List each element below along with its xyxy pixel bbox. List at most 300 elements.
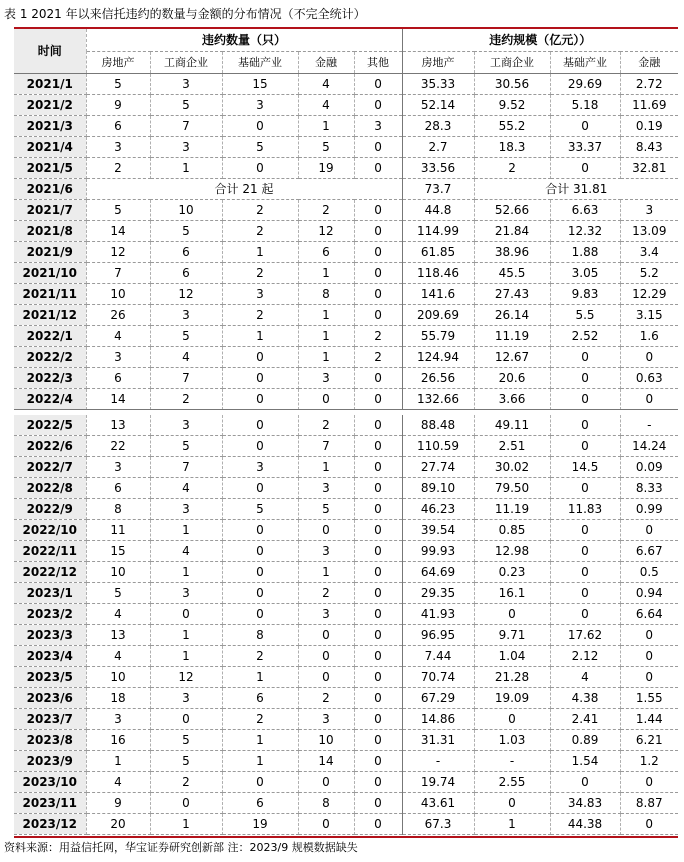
value-cell: 41.93: [402, 604, 474, 625]
table-row: [14, 284, 678, 305]
value-cell: 0: [550, 478, 620, 499]
value-cell: 0: [620, 772, 678, 793]
value-cell: 9.71: [474, 625, 550, 646]
table-row: [14, 221, 678, 242]
value-cell: 0: [222, 389, 298, 410]
value-cell: 3: [354, 116, 402, 137]
value-cell: 0.63: [620, 368, 678, 389]
date-cell: 2023/3: [14, 625, 86, 646]
value-cell: 13: [86, 415, 150, 436]
value-cell: 46.23: [402, 499, 474, 520]
value-cell: 0: [150, 793, 222, 814]
value-cell: 1: [150, 646, 222, 667]
table-row: [14, 95, 678, 116]
date-cell: 2022/9: [14, 499, 86, 520]
value-cell: 3: [150, 688, 222, 709]
value-cell: 0: [354, 478, 402, 499]
value-cell: 8: [222, 625, 298, 646]
date-cell: 2023/10: [14, 772, 86, 793]
date-cell: 2022/6: [14, 436, 86, 457]
col-header: 金融: [298, 52, 354, 74]
value-cell: 0: [550, 541, 620, 562]
value-cell: 29.69: [550, 74, 620, 95]
value-cell: 0: [354, 541, 402, 562]
value-cell: 6.64: [620, 604, 678, 625]
table-row: [14, 772, 678, 793]
value-cell: 0: [354, 436, 402, 457]
value-cell: 0: [222, 436, 298, 457]
value-cell: 70.74: [402, 667, 474, 688]
value-cell: -: [474, 751, 550, 772]
value-cell: 6: [86, 116, 150, 137]
value-cell: 1: [150, 625, 222, 646]
value-cell: 18.3: [474, 137, 550, 158]
value-cell: 7: [150, 116, 222, 137]
value-cell: 26: [86, 305, 150, 326]
value-cell: 0: [620, 520, 678, 541]
value-cell: 2.52: [550, 326, 620, 347]
value-cell: 7: [150, 457, 222, 478]
value-cell: 1.44: [620, 709, 678, 730]
value-cell: 1.55: [620, 688, 678, 709]
value-cell: 2.51: [474, 436, 550, 457]
value-cell: 1: [222, 242, 298, 263]
date-cell: 2021/5: [14, 158, 86, 179]
value-cell: 2.12: [550, 646, 620, 667]
value-cell: 3: [86, 347, 150, 368]
value-cell: 0: [620, 667, 678, 688]
value-cell: 2: [474, 158, 550, 179]
value-cell: 2.55: [474, 772, 550, 793]
value-cell: 3: [86, 137, 150, 158]
value-cell: 10: [298, 730, 354, 751]
value-cell: 12: [86, 242, 150, 263]
value-cell: 4: [150, 478, 222, 499]
date-cell: 2023/12: [14, 814, 86, 835]
value-cell: 67.3: [402, 814, 474, 835]
date-cell: 2021/6: [14, 179, 86, 200]
value-cell: 22: [86, 436, 150, 457]
value-cell: 49.11: [474, 415, 550, 436]
value-cell: 5: [150, 95, 222, 116]
value-cell: 0: [222, 158, 298, 179]
value-cell: 99.93: [402, 541, 474, 562]
value-cell: 0: [354, 221, 402, 242]
table-row: [14, 200, 678, 221]
date-cell: 2022/8: [14, 478, 86, 499]
value-cell: 2: [298, 583, 354, 604]
value-cell: 0: [298, 814, 354, 835]
value-cell: 5: [298, 137, 354, 158]
value-cell: 79.50: [474, 478, 550, 499]
value-cell: 2: [222, 221, 298, 242]
value-cell: 9.52: [474, 95, 550, 116]
value-cell: 10: [150, 200, 222, 221]
table-row: [14, 793, 678, 814]
value-cell: 4: [86, 646, 150, 667]
value-cell: 3.4: [620, 242, 678, 263]
value-cell: 14: [86, 221, 150, 242]
date-cell: 2021/9: [14, 242, 86, 263]
value-cell: 0: [620, 389, 678, 410]
value-cell: 0: [222, 368, 298, 389]
value-cell: 6: [86, 368, 150, 389]
value-cell: 12.29: [620, 284, 678, 305]
value-cell: 28.3: [402, 116, 474, 137]
value-cell: 1: [222, 730, 298, 751]
date-cell: 2023/9: [14, 751, 86, 772]
table-row-merged: [14, 179, 678, 200]
value-cell: 3.15: [620, 305, 678, 326]
value-cell: 4: [86, 772, 150, 793]
value-cell: 0: [298, 625, 354, 646]
value-cell: 1: [298, 263, 354, 284]
value-cell: 1.04: [474, 646, 550, 667]
value-cell: 0: [222, 772, 298, 793]
value-cell: 2: [222, 709, 298, 730]
value-cell: 5: [150, 730, 222, 751]
value-cell: 1: [150, 814, 222, 835]
value-cell: -: [620, 415, 678, 436]
value-cell: 0: [222, 604, 298, 625]
table-row: [14, 478, 678, 499]
value-cell: 0: [354, 158, 402, 179]
value-cell: 4: [298, 95, 354, 116]
table-caption: 表 1 2021 年以来信托违约的数量与金额的分布情况（不完全统计）: [4, 7, 366, 21]
value-cell: 209.69: [402, 305, 474, 326]
value-cell: 0: [354, 457, 402, 478]
value-cell: 5: [222, 137, 298, 158]
value-cell: -: [402, 751, 474, 772]
value-cell: 67.29: [402, 688, 474, 709]
date-cell: 2022/2: [14, 347, 86, 368]
value-cell: 3: [298, 541, 354, 562]
value-cell: 44.8: [402, 200, 474, 221]
date-cell: 2021/4: [14, 137, 86, 158]
source-note: 资料来源：用益信托网，华宝证券研究创新部 注：2023/9 规模数据缺失: [4, 841, 358, 854]
value-cell: 9: [86, 95, 150, 116]
value-cell: 2: [222, 263, 298, 284]
value-cell: 0: [550, 158, 620, 179]
col-header: 工商企业: [474, 52, 550, 74]
value-cell: 0: [474, 604, 550, 625]
value-cell: 33.56: [402, 158, 474, 179]
value-cell: 3.05: [550, 263, 620, 284]
value-cell: 0: [298, 389, 354, 410]
value-cell: 14.24: [620, 436, 678, 457]
value-cell: 11.83: [550, 499, 620, 520]
value-cell: 5.18: [550, 95, 620, 116]
value-cell: 0: [222, 415, 298, 436]
value-cell: 1: [298, 562, 354, 583]
value-cell: 44.38: [550, 814, 620, 835]
value-cell: 0: [222, 520, 298, 541]
value-cell: 6: [222, 793, 298, 814]
value-cell: 0.89: [550, 730, 620, 751]
value-cell: 0: [222, 478, 298, 499]
value-cell: 4.38: [550, 688, 620, 709]
value-cell: 1: [222, 667, 298, 688]
date-cell: 2023/7: [14, 709, 86, 730]
default-table-part-1: [14, 29, 678, 410]
value-cell: 19.09: [474, 688, 550, 709]
value-cell: 0.94: [620, 583, 678, 604]
value-cell: 10: [86, 562, 150, 583]
value-cell: 1: [474, 814, 550, 835]
table-row: [14, 137, 678, 158]
value-cell: 88.48: [402, 415, 474, 436]
value-cell: 0: [354, 625, 402, 646]
value-cell: 1: [298, 347, 354, 368]
value-cell: 31.31: [402, 730, 474, 751]
value-cell: 3: [298, 604, 354, 625]
value-cell: 4: [550, 667, 620, 688]
value-cell: 0.85: [474, 520, 550, 541]
value-cell: 21.84: [474, 221, 550, 242]
count-total-cell: 合计 21 起: [86, 179, 402, 200]
value-cell: 0: [550, 389, 620, 410]
table-row: [14, 389, 678, 410]
value-cell: 0: [550, 520, 620, 541]
value-cell: 1: [86, 751, 150, 772]
value-cell: 5: [150, 326, 222, 347]
value-cell: 7: [150, 368, 222, 389]
value-cell: 73.7: [402, 179, 474, 200]
col-header: 其他: [354, 52, 402, 74]
value-cell: 1.03: [474, 730, 550, 751]
value-cell: 2.72: [620, 74, 678, 95]
value-cell: 2: [298, 688, 354, 709]
value-cell: 0: [550, 347, 620, 368]
value-cell: 20: [86, 814, 150, 835]
value-cell: 0.23: [474, 562, 550, 583]
value-cell: 14.5: [550, 457, 620, 478]
value-cell: 0: [298, 520, 354, 541]
value-cell: 0: [354, 583, 402, 604]
value-cell: 0.5: [620, 562, 678, 583]
date-cell: 2021/7: [14, 200, 86, 221]
date-cell: 2023/8: [14, 730, 86, 751]
table-row: [14, 688, 678, 709]
value-cell: 0: [550, 583, 620, 604]
table-row: [14, 499, 678, 520]
value-cell: 3: [86, 709, 150, 730]
value-cell: 6: [298, 242, 354, 263]
value-cell: 141.6: [402, 284, 474, 305]
value-cell: 5: [150, 221, 222, 242]
date-cell: 2023/4: [14, 646, 86, 667]
date-cell: 2023/1: [14, 583, 86, 604]
value-cell: 29.35: [402, 583, 474, 604]
table-row: [14, 263, 678, 284]
date-cell: 2023/6: [14, 688, 86, 709]
value-cell: 0: [354, 709, 402, 730]
value-cell: 0: [354, 604, 402, 625]
table-row: [14, 541, 678, 562]
value-cell: 1: [150, 520, 222, 541]
value-cell: 43.61: [402, 793, 474, 814]
date-cell: 2022/12: [14, 562, 86, 583]
value-cell: 1: [150, 562, 222, 583]
value-cell: 4: [86, 604, 150, 625]
bottom-rule: [14, 836, 678, 838]
value-cell: 12.67: [474, 347, 550, 368]
value-cell: 35.33: [402, 74, 474, 95]
value-cell: 2: [222, 200, 298, 221]
value-cell: 15: [222, 74, 298, 95]
table-row: [14, 326, 678, 347]
value-cell: 132.66: [402, 389, 474, 410]
value-cell: 2: [298, 415, 354, 436]
value-cell: 0: [354, 562, 402, 583]
value-cell: 0: [550, 604, 620, 625]
value-cell: 0: [150, 604, 222, 625]
value-cell: 34.83: [550, 793, 620, 814]
value-cell: 96.95: [402, 625, 474, 646]
value-cell: 1: [298, 326, 354, 347]
value-cell: 3.66: [474, 389, 550, 410]
value-cell: 0: [354, 74, 402, 95]
value-cell: 2: [298, 200, 354, 221]
table-row: [14, 242, 678, 263]
table-row: [14, 520, 678, 541]
value-cell: 3: [298, 368, 354, 389]
value-cell: 1.6: [620, 326, 678, 347]
value-cell: 9.83: [550, 284, 620, 305]
table-row: [14, 583, 678, 604]
date-cell: 2021/2: [14, 95, 86, 116]
value-cell: 18: [86, 688, 150, 709]
value-cell: 0: [354, 415, 402, 436]
page-break-rule: [14, 409, 678, 410]
value-cell: 11: [86, 520, 150, 541]
value-cell: 52.14: [402, 95, 474, 116]
amount-group-header: 违约规模（亿元））: [402, 29, 678, 52]
value-cell: 118.46: [402, 263, 474, 284]
value-cell: 0: [298, 667, 354, 688]
table-row: [14, 415, 678, 436]
value-cell: 0: [354, 389, 402, 410]
value-cell: 0: [222, 116, 298, 137]
table-row: [14, 436, 678, 457]
value-cell: 0: [222, 347, 298, 368]
value-cell: 11.19: [474, 326, 550, 347]
value-cell: 8.87: [620, 793, 678, 814]
value-cell: 2.7: [402, 137, 474, 158]
value-cell: 6.67: [620, 541, 678, 562]
value-cell: 0: [354, 200, 402, 221]
table-row: [14, 751, 678, 772]
value-cell: 10: [86, 284, 150, 305]
value-cell: 30.02: [474, 457, 550, 478]
date-cell: 2021/12: [14, 305, 86, 326]
value-cell: 0: [354, 772, 402, 793]
date-cell: 2021/11: [14, 284, 86, 305]
value-cell: 32.81: [620, 158, 678, 179]
time-header: 时间: [14, 29, 86, 74]
value-cell: 3: [150, 305, 222, 326]
value-cell: 0: [354, 730, 402, 751]
value-cell: 0: [354, 263, 402, 284]
value-cell: 6.21: [620, 730, 678, 751]
value-cell: 39.54: [402, 520, 474, 541]
value-cell: 3: [620, 200, 678, 221]
value-cell: 7: [86, 263, 150, 284]
value-cell: 0: [354, 520, 402, 541]
value-cell: 2: [86, 158, 150, 179]
value-cell: 45.5: [474, 263, 550, 284]
value-cell: 1: [298, 457, 354, 478]
value-cell: 0: [354, 793, 402, 814]
value-cell: 110.59: [402, 436, 474, 457]
value-cell: 5: [86, 583, 150, 604]
value-cell: 14: [86, 389, 150, 410]
value-cell: 3: [222, 457, 298, 478]
date-cell: 2022/11: [14, 541, 86, 562]
value-cell: 0: [150, 709, 222, 730]
value-cell: 2: [150, 772, 222, 793]
date-cell: 2021/3: [14, 116, 86, 137]
default-table-part-2: [14, 415, 678, 835]
value-cell: 1: [222, 751, 298, 772]
table-row: [14, 814, 678, 835]
value-cell: 1.88: [550, 242, 620, 263]
value-cell: 0: [474, 709, 550, 730]
value-cell: 8: [298, 793, 354, 814]
date-cell: 2023/5: [14, 667, 86, 688]
value-cell: 27.43: [474, 284, 550, 305]
date-cell: 2023/2: [14, 604, 86, 625]
value-cell: 0: [550, 368, 620, 389]
value-cell: 0: [354, 95, 402, 116]
value-cell: 0: [354, 305, 402, 326]
value-cell: 0: [354, 284, 402, 305]
table-row: [14, 305, 678, 326]
table-row: [14, 709, 678, 730]
value-cell: 0: [620, 814, 678, 835]
value-cell: 19: [298, 158, 354, 179]
value-cell: 0: [298, 646, 354, 667]
value-cell: 17.62: [550, 625, 620, 646]
value-cell: 9: [86, 793, 150, 814]
value-cell: 3: [150, 583, 222, 604]
value-cell: 0: [550, 415, 620, 436]
value-cell: 12: [150, 667, 222, 688]
value-cell: 4: [86, 326, 150, 347]
date-cell: 2021/1: [14, 74, 86, 95]
table-row: [14, 604, 678, 625]
value-cell: 6: [222, 688, 298, 709]
value-cell: 0: [550, 772, 620, 793]
value-cell: 3: [150, 499, 222, 520]
col-header: 基础产业: [550, 52, 620, 74]
value-cell: 7: [298, 436, 354, 457]
value-cell: 4: [150, 541, 222, 562]
value-cell: 0: [222, 541, 298, 562]
table-row: [14, 562, 678, 583]
value-cell: 13.09: [620, 221, 678, 242]
table-row: [14, 158, 678, 179]
value-cell: 0: [222, 583, 298, 604]
value-cell: 27.74: [402, 457, 474, 478]
value-cell: 3: [150, 74, 222, 95]
value-cell: 8.33: [620, 478, 678, 499]
value-cell: 33.37: [550, 137, 620, 158]
value-cell: 19.74: [402, 772, 474, 793]
table-row: [14, 667, 678, 688]
value-cell: 2: [354, 326, 402, 347]
date-cell: 2023/11: [14, 793, 86, 814]
